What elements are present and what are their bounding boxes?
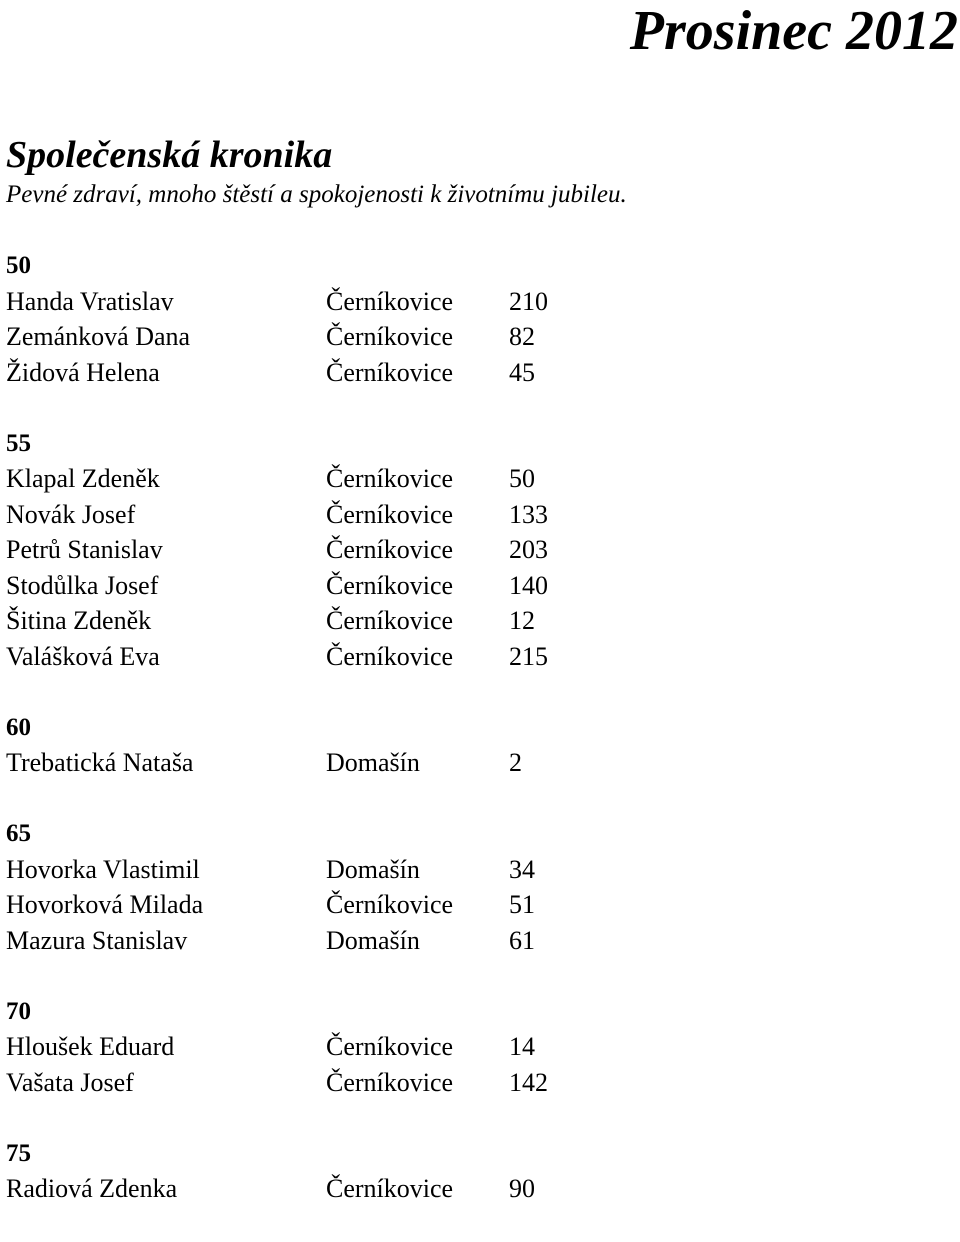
age-group (6, 1136, 946, 1207)
house-number: 142 (509, 1067, 548, 1097)
list-item (6, 461, 946, 497)
section-title: Společenská kronika (6, 134, 333, 176)
list-item (6, 319, 946, 355)
house-number: 90 (509, 1174, 535, 1203)
age-group (6, 816, 946, 958)
age-group-heading: 70 (6, 997, 31, 1025)
person-place: Domašín (326, 925, 420, 955)
list-item (6, 745, 946, 781)
person-name: Hovorka Vlastimil (6, 854, 200, 884)
age-group (6, 248, 946, 390)
list-item (6, 1065, 946, 1101)
house-number: 140 (509, 570, 548, 600)
list-item (6, 923, 946, 959)
age-group (6, 710, 946, 781)
person-name: Trebatická Nataša (6, 748, 194, 777)
house-number: 14 (509, 1032, 535, 1061)
person-place: Černíkovice (326, 464, 454, 493)
person-place: Černíkovice (326, 286, 454, 316)
age-group-heading: 50 (6, 252, 31, 279)
person-place: Černíkovice (326, 570, 454, 600)
list-item (6, 497, 946, 533)
person-name: Šitina Zdeněk (6, 606, 152, 635)
list-item (6, 532, 946, 568)
person-place: Domašín (326, 854, 420, 884)
house-number: 210 (509, 286, 548, 316)
person-place: Černíkovice (326, 1032, 454, 1061)
list-item (6, 852, 946, 888)
house-number: 2 (509, 748, 522, 777)
house-number: 34 (509, 854, 535, 884)
person-name: Hloušek Eduard (6, 1032, 175, 1061)
person-place: Černíkovice (326, 1174, 454, 1203)
age-group-heading: 60 (6, 713, 31, 741)
person-name: Valášková Eva (6, 641, 160, 671)
person-name: Zemánková Dana (6, 322, 191, 351)
house-number: 61 (509, 925, 535, 955)
person-name: Židová Helena (6, 357, 160, 387)
list-item (6, 1171, 946, 1207)
person-place: Černíkovice (326, 357, 454, 387)
person-place: Černíkovice (326, 606, 454, 635)
person-name: Klapal Zdeněk (6, 464, 160, 493)
house-number: 133 (509, 499, 548, 529)
house-number: 12 (509, 606, 535, 635)
list-item (6, 284, 946, 320)
person-name: Radiová Zdenka (6, 1174, 178, 1203)
age-group-heading: 75 (6, 1139, 31, 1167)
age-group-heading: 65 (6, 820, 31, 847)
list-item (6, 355, 946, 391)
person-name: Handa Vratislav (6, 286, 174, 316)
list-item (6, 603, 946, 639)
house-number: 82 (509, 322, 535, 351)
section-subtitle: Pevné zdraví, mnoho štěstí a spokojenosti k životnímu jubileu. (6, 181, 627, 208)
list-item (6, 568, 946, 604)
person-name: Novák Josef (6, 499, 136, 529)
house-number: 45 (509, 357, 535, 387)
age-group-heading: 55 (6, 429, 31, 457)
person-place: Černíkovice (326, 535, 454, 564)
house-number: 50 (509, 464, 535, 493)
list-item (6, 1029, 946, 1065)
list-item (6, 887, 946, 923)
age-group (6, 994, 946, 1101)
person-place: Černíkovice (326, 322, 454, 351)
person-place: Černíkovice (326, 890, 454, 919)
person-place: Černíkovice (326, 641, 454, 671)
house-number: 203 (509, 535, 548, 564)
person-name: Vašata Josef (6, 1067, 134, 1097)
person-place: Černíkovice (326, 1067, 454, 1097)
list-item (6, 639, 946, 675)
house-number: 215 (509, 641, 548, 671)
person-place: Černíkovice (326, 499, 454, 529)
jubilee-list (6, 248, 946, 1242)
person-name: Mazura Stanislav (6, 925, 188, 955)
page-title: Prosinec 2012 (629, 0, 958, 62)
person-name: Stodůlka Josef (6, 570, 159, 600)
age-group (6, 426, 946, 675)
house-number: 51 (509, 890, 535, 919)
person-name: Hovorková Milada (6, 890, 204, 919)
person-name: Petrů Stanislav (6, 535, 163, 564)
person-place: Domašín (326, 748, 420, 777)
